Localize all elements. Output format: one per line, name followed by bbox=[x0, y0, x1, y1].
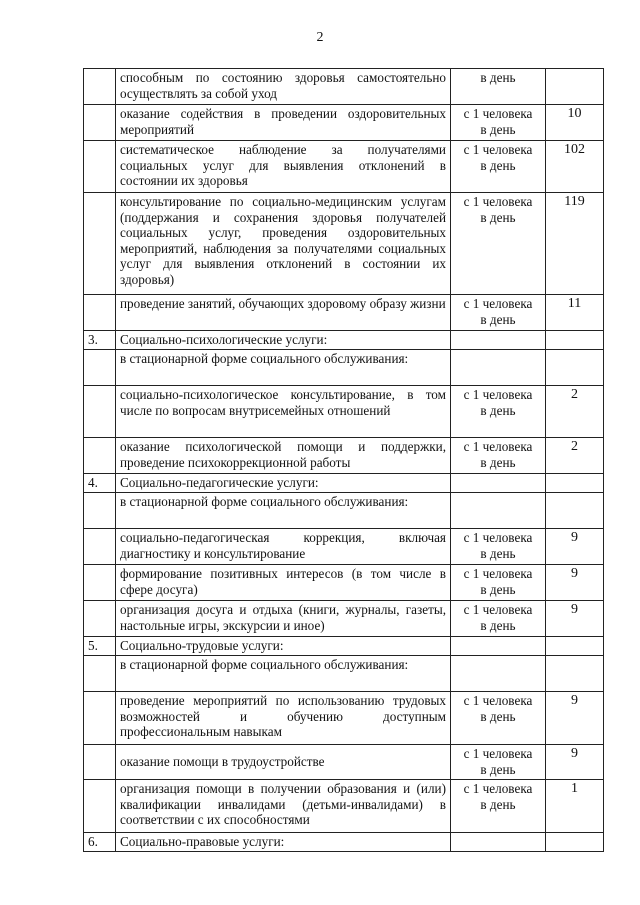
unit-cell bbox=[451, 656, 546, 692]
value-cell: 9 bbox=[546, 745, 604, 780]
unit-line: с 1 человека bbox=[463, 296, 533, 311]
unit-line: в день bbox=[480, 402, 516, 418]
unit-cell bbox=[451, 141, 546, 193]
section-row bbox=[84, 833, 604, 852]
row-number bbox=[84, 295, 116, 331]
service-description: оказание содействия в проведении оздоровительных мероприятий bbox=[116, 105, 451, 141]
section-title: Социально-трудовые услуги: bbox=[116, 637, 451, 656]
table-row bbox=[84, 295, 604, 331]
table-row bbox=[84, 493, 604, 529]
unit-cell bbox=[451, 386, 546, 438]
row-number bbox=[84, 105, 116, 141]
unit-cell bbox=[451, 745, 546, 780]
unit-cell bbox=[451, 601, 546, 637]
row-number bbox=[84, 350, 116, 386]
unit-line: в день bbox=[480, 157, 516, 173]
table-row bbox=[84, 565, 604, 601]
value-cell bbox=[546, 474, 604, 493]
table-row bbox=[84, 193, 604, 295]
service-description: проведение мероприятий по использованию трудовых возможностей и обучению доступным профессиональным навыкам bbox=[116, 692, 451, 745]
row-number bbox=[84, 438, 116, 474]
service-form: в стационарной форме социального обслуживания: bbox=[116, 350, 451, 386]
section-number: 6. bbox=[84, 833, 116, 852]
service-description: социально-психологическое консультирование, в том числе по вопросам внутрисемейных отношений bbox=[116, 386, 451, 438]
unit-line: в день bbox=[480, 121, 516, 137]
row-number bbox=[84, 193, 116, 295]
service-description: формирование позитивных интересов (в том числе в сфере досуга) bbox=[116, 565, 451, 601]
unit-cell bbox=[451, 331, 546, 350]
value-cell: 119 bbox=[546, 193, 604, 295]
section-number: 4. bbox=[84, 474, 116, 493]
unit-cell bbox=[451, 529, 546, 565]
value-cell: 102 bbox=[546, 141, 604, 193]
unit-cell bbox=[451, 295, 546, 331]
unit-cell bbox=[451, 833, 546, 852]
unit-line: в день bbox=[480, 454, 516, 470]
table-row bbox=[84, 350, 604, 386]
row-number bbox=[84, 692, 116, 745]
unit-cell bbox=[451, 637, 546, 656]
section-number: 3. bbox=[84, 331, 116, 350]
unit-line: с 1 человека bbox=[463, 781, 533, 796]
service-description: способным по состоянию здоровья самостоятельно осуществлять за собой уход bbox=[116, 69, 451, 105]
unit-line: в день bbox=[480, 70, 516, 85]
service-description: организация помощи в получении образования и (или) квалификации инвалидами (детьми-инвалидами) в соответствии с их способностями bbox=[116, 780, 451, 833]
table-row bbox=[84, 601, 604, 637]
row-number bbox=[84, 745, 116, 780]
unit-line: с 1 человека bbox=[463, 106, 533, 121]
service-description: социально-педагогическая коррекция, включая диагностику и консультирование bbox=[116, 529, 451, 565]
unit-line: в день bbox=[480, 617, 516, 633]
unit-line: в день bbox=[480, 708, 516, 724]
row-number bbox=[84, 780, 116, 833]
unit-line: с 1 человека bbox=[463, 693, 533, 708]
section-row bbox=[84, 331, 604, 350]
table-row bbox=[84, 141, 604, 193]
unit-cell bbox=[451, 105, 546, 141]
service-description: консультирование по социально-медицинским услугам (поддержания и сохранения здоровья получателей социальных услуг, проведения оздоровительных мероприятий, наблюдения за получателями социальных услуг для выявления отклонений в состоянии их здоровья) bbox=[116, 193, 451, 295]
table-row bbox=[84, 105, 604, 141]
table-row bbox=[84, 656, 604, 692]
value-cell bbox=[546, 833, 604, 852]
section-title: Социально-правовые услуги: bbox=[116, 833, 451, 852]
unit-line: с 1 человека bbox=[463, 530, 533, 545]
unit-line: в день bbox=[480, 796, 516, 812]
unit-cell bbox=[451, 780, 546, 833]
service-description: проведение занятий, обучающих здоровому образу жизни bbox=[116, 295, 451, 331]
value-cell: 9 bbox=[546, 692, 604, 745]
value-cell: 9 bbox=[546, 601, 604, 637]
value-cell bbox=[546, 493, 604, 529]
table-row bbox=[84, 529, 604, 565]
unit-line: с 1 человека bbox=[463, 746, 533, 761]
page-number: 2 bbox=[316, 30, 324, 45]
section-row bbox=[84, 474, 604, 493]
value-cell bbox=[546, 656, 604, 692]
value-cell: 2 bbox=[546, 438, 604, 474]
unit-line: с 1 человека bbox=[463, 439, 533, 454]
service-description: оказание помощи в трудоустройстве bbox=[116, 745, 451, 780]
row-number bbox=[84, 529, 116, 565]
service-form: в стационарной форме социального обслуживания: bbox=[116, 493, 451, 529]
section-row bbox=[84, 637, 604, 656]
table-row bbox=[84, 745, 604, 780]
table-row bbox=[84, 69, 604, 105]
value-cell bbox=[546, 69, 604, 105]
row-number bbox=[84, 493, 116, 529]
unit-cell bbox=[451, 493, 546, 529]
unit-cell bbox=[451, 565, 546, 601]
value-cell: 2 bbox=[546, 386, 604, 438]
row-number bbox=[84, 69, 116, 105]
service-form: в стационарной форме социального обслуживания: bbox=[116, 656, 451, 692]
unit-line: с 1 человека bbox=[463, 387, 533, 402]
service-description: организация досуга и отдыха (книги, журналы, газеты, настольные игры, экскурсии и иное) bbox=[116, 601, 451, 637]
unit-line: в день bbox=[480, 545, 516, 561]
row-number bbox=[84, 601, 116, 637]
unit-line: с 1 человека bbox=[463, 194, 533, 209]
value-cell: 9 bbox=[546, 565, 604, 601]
services-table bbox=[83, 68, 604, 852]
unit-cell bbox=[451, 193, 546, 295]
value-cell: 1 bbox=[546, 780, 604, 833]
unit-line: с 1 человека bbox=[463, 142, 533, 157]
unit-line: в день bbox=[480, 209, 516, 225]
unit-cell bbox=[451, 692, 546, 745]
unit-line: с 1 человека bbox=[463, 566, 533, 581]
unit-line: в день bbox=[480, 761, 516, 777]
row-number bbox=[84, 565, 116, 601]
value-cell bbox=[546, 350, 604, 386]
unit-line: с 1 человека bbox=[463, 602, 533, 617]
table-row bbox=[84, 386, 604, 438]
table-row bbox=[84, 780, 604, 833]
row-number bbox=[84, 386, 116, 438]
unit-line: в день bbox=[480, 311, 516, 327]
row-number bbox=[84, 656, 116, 692]
value-cell: 11 bbox=[546, 295, 604, 331]
unit-cell bbox=[451, 474, 546, 493]
value-cell bbox=[546, 331, 604, 350]
section-title: Социально-психологические услуги: bbox=[116, 331, 451, 350]
row-number bbox=[84, 141, 116, 193]
service-description: оказание психологической помощи и поддержки, проведение психокоррекционной работы bbox=[116, 438, 451, 474]
section-number: 5. bbox=[84, 637, 116, 656]
value-cell: 9 bbox=[546, 529, 604, 565]
value-cell: 10 bbox=[546, 105, 604, 141]
section-title: Социально-педагогические услуги: bbox=[116, 474, 451, 493]
unit-cell bbox=[451, 69, 546, 105]
unit-cell bbox=[451, 438, 546, 474]
unit-line: в день bbox=[480, 581, 516, 597]
table-row bbox=[84, 438, 604, 474]
unit-cell bbox=[451, 350, 546, 386]
value-cell bbox=[546, 637, 604, 656]
table-row bbox=[84, 692, 604, 745]
service-description: систематическое наблюдение за получателями социальных услуг для выявления отклонений в состоянии их здоровья bbox=[116, 141, 451, 193]
